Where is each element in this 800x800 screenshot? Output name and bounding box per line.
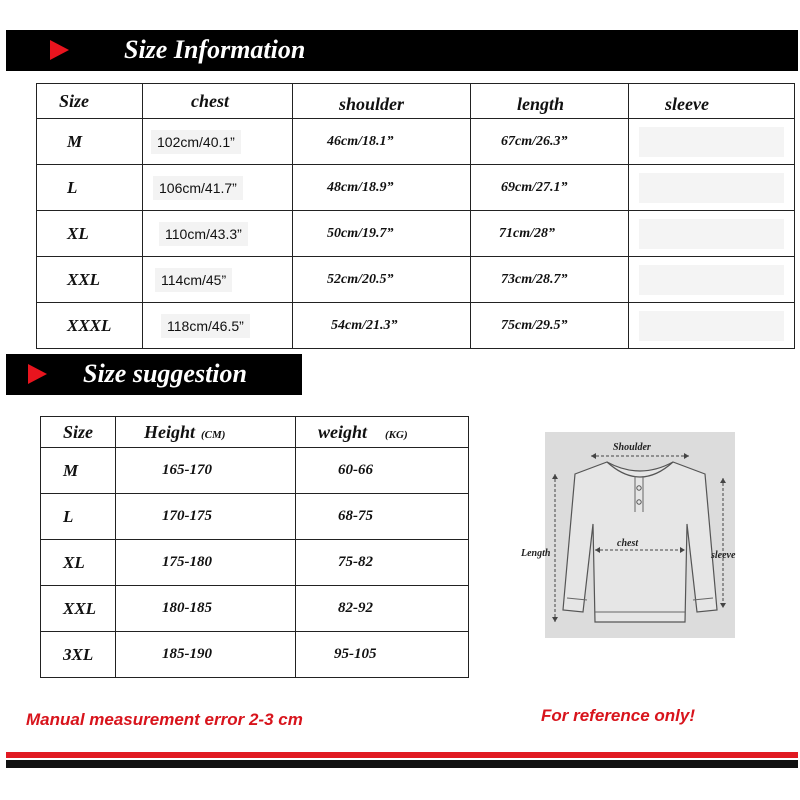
size-information-banner <box>6 30 798 71</box>
table-row <box>41 632 469 678</box>
chest-value: 102cm/40.1” <box>151 130 241 154</box>
sleeve-value <box>639 265 784 295</box>
header-weight-unit: (KG) <box>385 428 408 441</box>
chest-value: 118cm/46.5” <box>161 314 250 338</box>
sleeve-value <box>639 311 784 341</box>
header-size: Size <box>37 84 143 119</box>
header-height <box>116 417 296 448</box>
header-sleeve: sleeve <box>629 84 795 119</box>
size-label: 3XL <box>41 632 116 678</box>
reference-only-note: For reference only! <box>541 706 695 725</box>
red-triangle-icon <box>28 364 47 384</box>
height-value: 170-175 <box>116 494 296 540</box>
weight-value: 60-66 <box>296 448 469 494</box>
table-row <box>37 257 795 303</box>
size-label: XXL <box>41 586 116 632</box>
chest-value: 110cm/43.3” <box>159 222 248 246</box>
garment-measurement-diagram <box>521 432 736 638</box>
length-label: Length <box>521 548 551 559</box>
size-suggestion-banner <box>6 354 302 395</box>
shoulder-value: 50cm/19.7” <box>293 211 471 257</box>
size-label: XXXL <box>37 303 143 349</box>
header-height-label: Height <box>144 421 196 442</box>
size-suggestion-table <box>40 416 469 678</box>
height-value: 185-190 <box>116 632 296 678</box>
table-row <box>41 494 469 540</box>
table-row <box>41 586 469 632</box>
footer-black-stripe <box>6 760 798 768</box>
table-row <box>37 165 795 211</box>
header-shoulder: shoulder <box>293 84 471 119</box>
weight-value: 82-92 <box>296 586 469 632</box>
header-chest: chest <box>143 84 293 119</box>
table-row <box>37 211 795 257</box>
shoulder-label: Shoulder <box>613 442 651 453</box>
size-label: L <box>37 165 143 211</box>
sleeve-value <box>639 173 784 203</box>
size-label: XL <box>41 540 116 586</box>
size-label: XXL <box>37 257 143 303</box>
sleeve-value <box>639 127 784 157</box>
chest-value: 114cm/45” <box>155 268 232 292</box>
table-header-row <box>37 84 795 119</box>
height-value: 180-185 <box>116 586 296 632</box>
size-label: M <box>41 448 116 494</box>
size-label: L <box>41 494 116 540</box>
size-information-table <box>36 83 795 349</box>
header-size: Size <box>41 417 116 448</box>
table-row <box>41 540 469 586</box>
shoulder-value: 52cm/20.5” <box>293 257 471 303</box>
table-row <box>41 448 469 494</box>
long-sleeve-shirt-icon <box>545 432 735 638</box>
length-value: 69cm/27.1” <box>471 165 629 211</box>
table-row <box>37 303 795 349</box>
table-row <box>37 119 795 165</box>
chest-label: chest <box>617 538 639 549</box>
length-value: 73cm/28.7” <box>471 257 629 303</box>
height-value: 175-180 <box>116 540 296 586</box>
length-value: 75cm/29.5” <box>471 303 629 349</box>
size-label: XL <box>37 211 143 257</box>
header-weight-label: weight <box>318 421 368 442</box>
length-value: 71cm/28” <box>471 211 629 257</box>
size-information-title: Size Information <box>124 35 306 64</box>
header-height-unit: (CM) <box>201 428 226 441</box>
height-value: 165-170 <box>116 448 296 494</box>
sleeve-value <box>639 219 784 249</box>
footer-red-stripe <box>6 752 798 758</box>
weight-value: 68-75 <box>296 494 469 540</box>
header-length: length <box>471 84 629 119</box>
weight-value: 95-105 <box>296 632 469 678</box>
shoulder-value: 54cm/21.3” <box>293 303 471 349</box>
shoulder-value: 48cm/18.9” <box>293 165 471 211</box>
size-label: M <box>37 119 143 165</box>
size-suggestion-title: Size suggestion <box>83 359 247 388</box>
table-header-row <box>41 417 469 448</box>
header-weight <box>296 417 469 448</box>
sleeve-label: sleeve <box>711 550 736 561</box>
weight-value: 75-82 <box>296 540 469 586</box>
length-value: 67cm/26.3” <box>471 119 629 165</box>
red-triangle-icon <box>50 40 69 60</box>
shoulder-value: 46cm/18.1” <box>293 119 471 165</box>
chest-value: 106cm/41.7” <box>153 176 243 200</box>
measurement-error-note: Manual measurement error 2-3 cm <box>26 710 303 729</box>
